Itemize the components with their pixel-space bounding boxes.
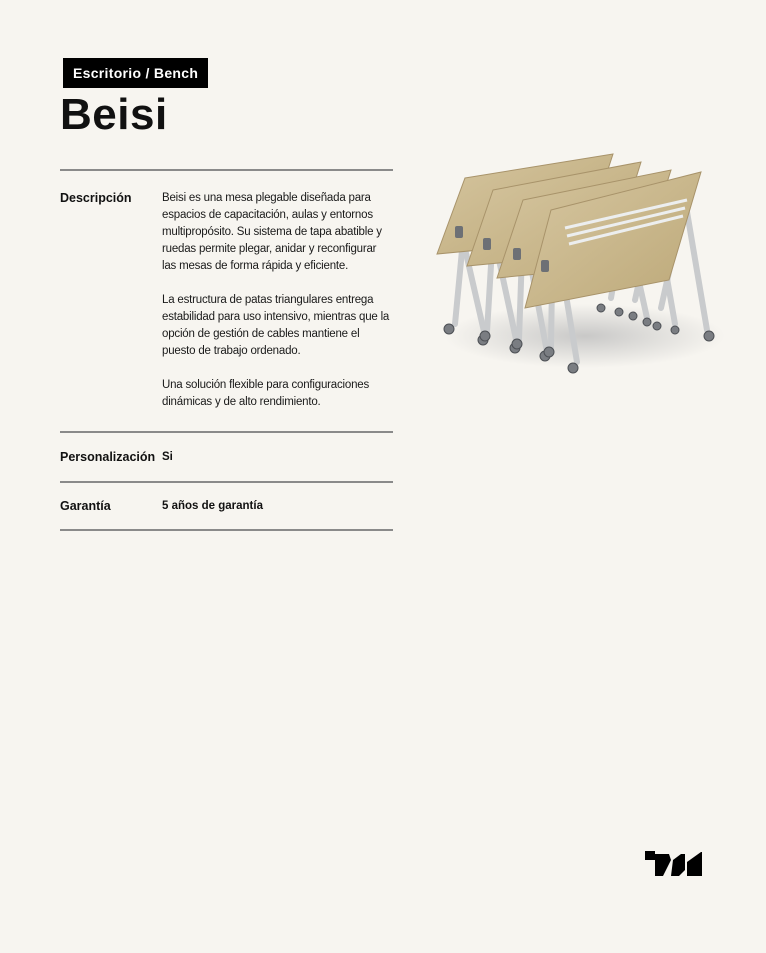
description-paragraph: La estructura de patas triangulares entrega estabilidad para uso intensivo, mientras que la opción de gestión de cables mantiene el puesto de trabajo ordenado. (162, 294, 390, 357)
spec-row-customization (60, 431, 393, 481)
spec-table (60, 169, 393, 531)
spec-label-warranty: Garantía (60, 499, 111, 513)
spec-row-description (60, 169, 393, 431)
spec-value-description (162, 190, 393, 411)
spec-label-customization: Personalización (60, 450, 156, 464)
description-paragraph: Beisi es una mesa plegable diseñada para espacios de capacitación, aulas y entornos multipropósito. Su sistema de tapa abatible y ruedas permite plegar, anidar y reconfigurar las mesas de forma rápida y eficiente. (162, 192, 382, 272)
spec-row-warranty (60, 481, 393, 531)
spec-value-warranty: 5 años de garantía (162, 500, 263, 512)
product-title: Beisi (60, 90, 168, 139)
description-paragraph: Una solución flexible para configuraciones dinámicas y de alto rendimiento. (162, 379, 370, 408)
product-image-folding-tables (425, 148, 725, 383)
brand-logo (645, 850, 703, 876)
spec-label-description: Descripción (60, 191, 132, 205)
spec-value-customization: Si (162, 451, 173, 463)
category-badge: Escritorio / Bench (63, 58, 208, 88)
